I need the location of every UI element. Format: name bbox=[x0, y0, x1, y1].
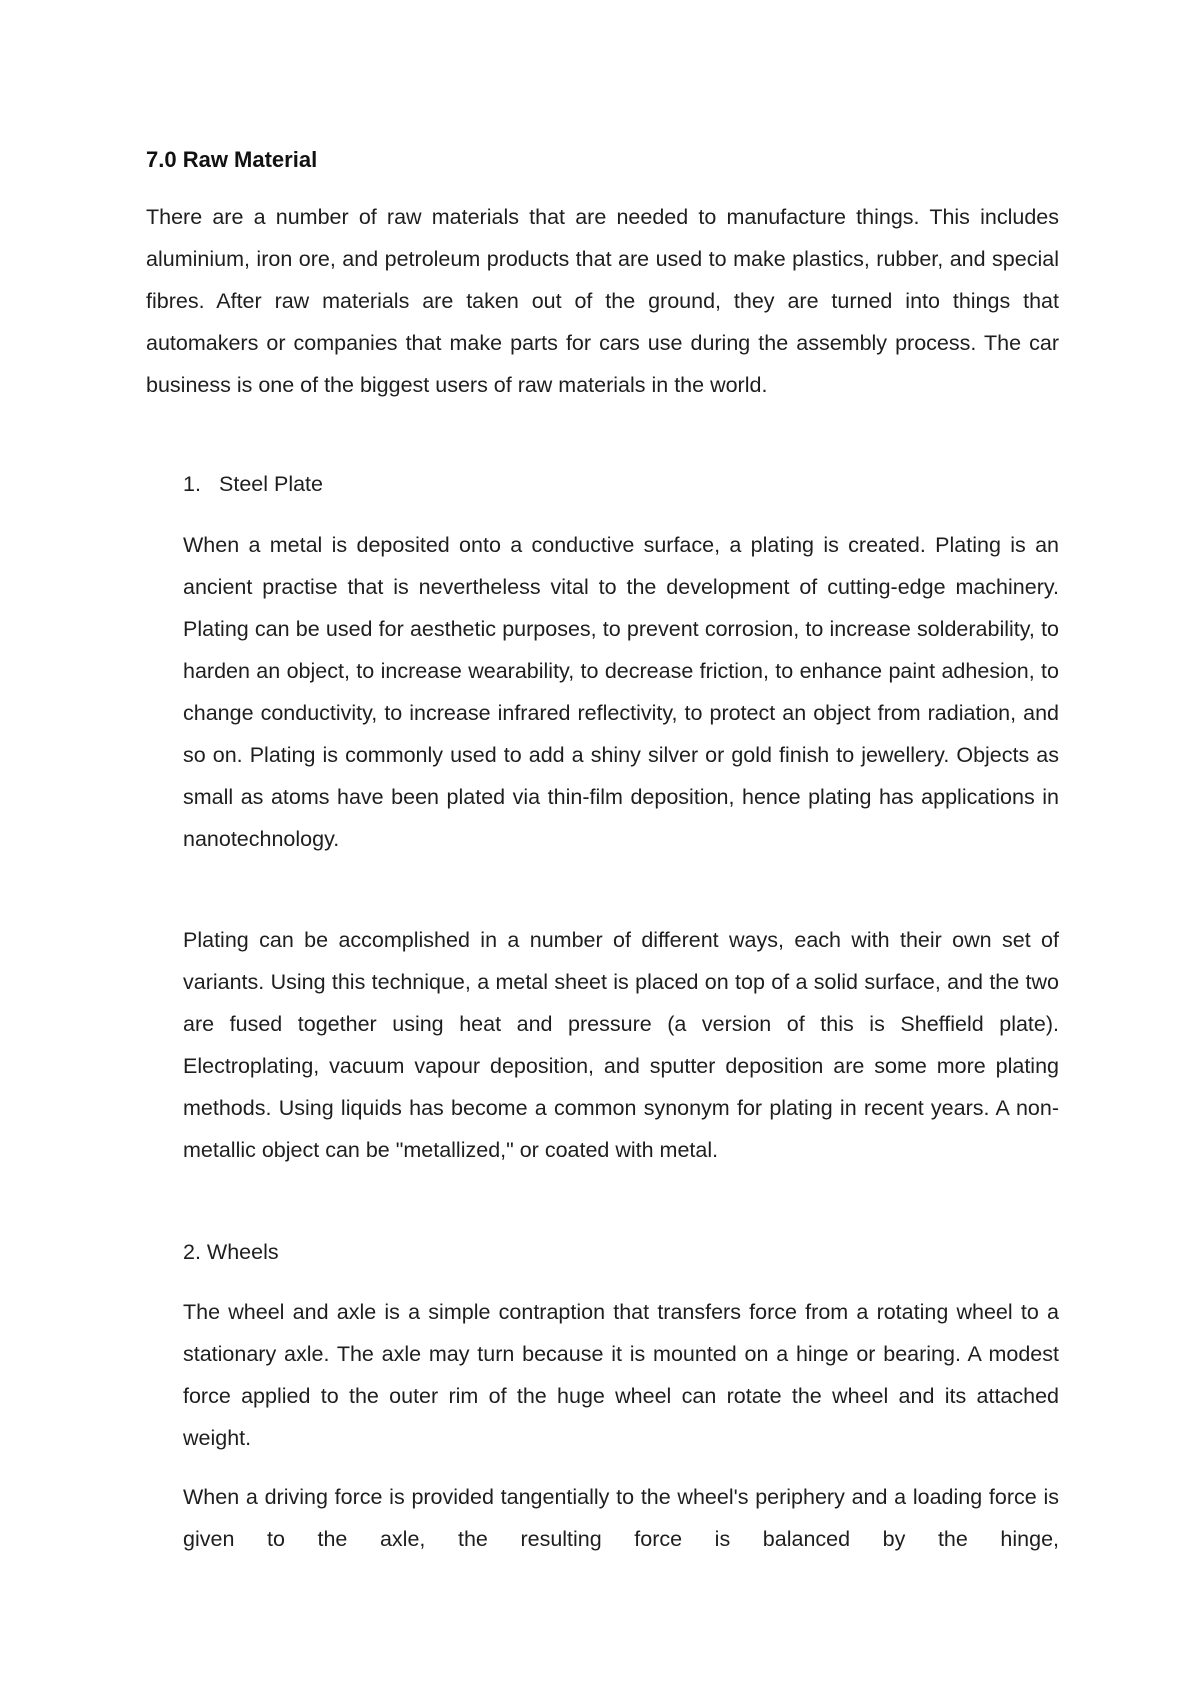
list-item-wheels: 2. Wheels bbox=[183, 1240, 279, 1264]
wheels-paragraph-1: The wheel and axle is a simple contraption that transfers force from a rotating wheel to a stationary axle. The axle may turn because it is mounted on a hinge or bearing. A modest force applied to the outer rim of the huge wheel can rotate the wheel and its attached weight. bbox=[183, 1300, 1059, 1450]
list-item-title: Steel Plate bbox=[219, 472, 323, 496]
steel-plate-paragraph-2: Plating can be accomplished in a number of different ways, each with their own set of variants. Using this technique, a metal sheet is placed on top of a solid surface, and the two are fused together using heat and pressure (a version of this is Sheffield plate). Electroplating, vacuum vapour deposition, and sputter deposition are some more plating methods. Using liquids has become a common synonym for plating in recent years. A non-metallic object can be "metallized," or coated with metal. bbox=[183, 928, 1059, 1162]
wheels-paragraph-2: When a driving force is provided tangentially to the wheel's periphery and a loading force is given to the axle, the resulting force is balanced by the hinge, bbox=[183, 1485, 1059, 1551]
intro-paragraph: There are a number of raw materials that are needed to manufacture things. This includes aluminium, iron ore, and petroleum products that are used to make plastics, rubber, and special fibres. After raw materials are taken out of the ground, they are turned into things that automakers or companies that make parts for cars use during the assembly process. The car business is one of the biggest users of raw materials in the world. bbox=[146, 205, 1059, 397]
list-item-steel-plate bbox=[183, 463, 323, 505]
steel-plate-paragraph-1: When a metal is deposited onto a conductive surface, a plating is created. Plating is an ancient practise that is nevertheless vital to the development of cutting-edge machinery. Plating can be used for aesthetic purposes, to prevent corrosion, to increase solderability, to harden an object, to increase wearability, to decrease friction, to enhance paint adhesion, to change conductivity, to increase infrared reflectivity, to protect an object from radiation, and so on. Plating is commonly used to add a shiny silver or gold finish to jewellery. Objects as small as atoms have been plated via thin-film deposition, hence plating has applications in nanotechnology. bbox=[183, 533, 1059, 851]
section-heading: 7.0 Raw Material bbox=[146, 147, 318, 172]
list-item-number: 1. bbox=[183, 472, 201, 496]
